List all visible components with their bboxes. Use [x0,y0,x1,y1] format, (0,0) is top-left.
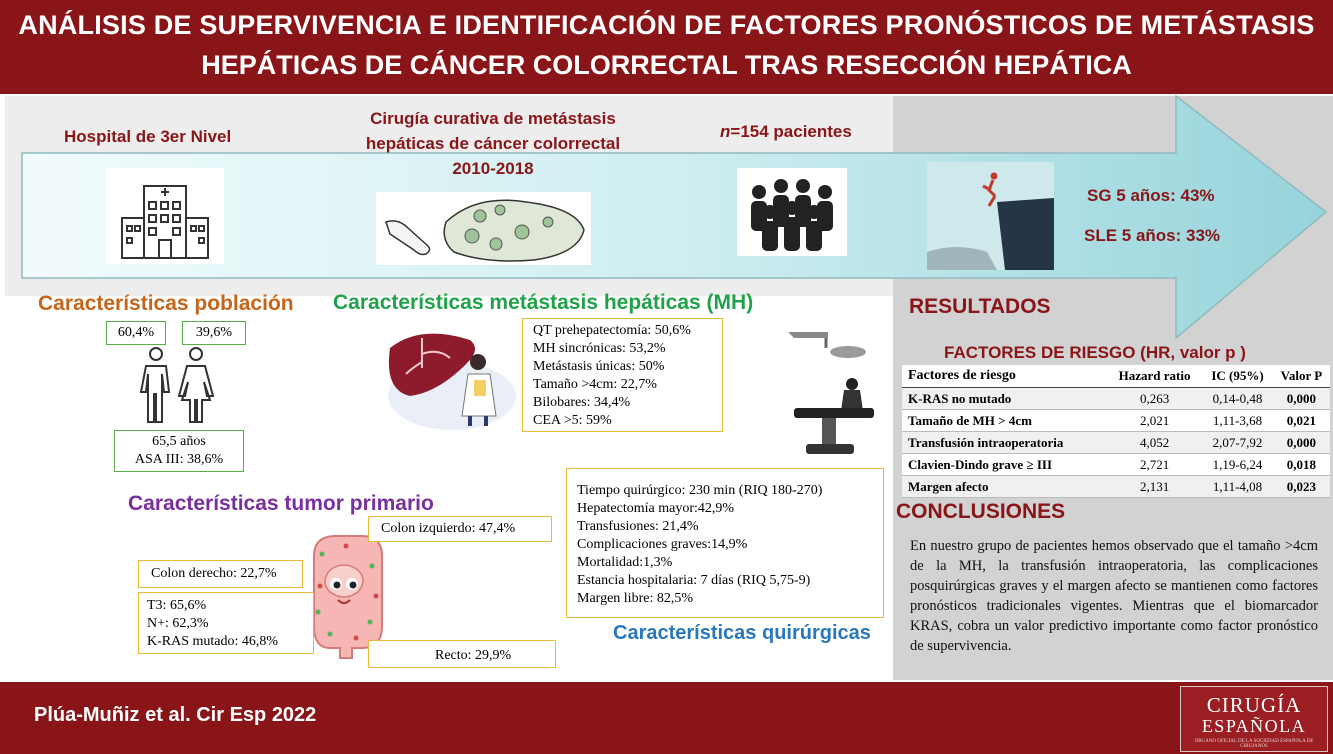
mh-item: MH sincrónicas: 53,2% [533,341,666,356]
col-header: Factores de riesgo [902,365,1107,388]
asa-iii: ASA III: 38,6% [134,452,224,467]
logo-line-3: ÓRGANO OFICIAL DE LA SOCIEDAD ESPAÑOLA DE CIRUJANOS [1194,739,1314,749]
mean-age: 65,5 años [152,434,206,449]
male-female-icon [127,344,227,426]
footer-banner [0,682,1333,754]
patients-group-icon [737,168,847,256]
os-5y: SG 5 años: 43% [1087,186,1215,205]
mh-title: Características metástasis hepáticas (MH) [333,291,754,314]
n-value: =154 pacientes [730,122,852,141]
table-cell: 2,021 [1107,410,1202,432]
table-cell: 1,19-6,24 [1202,454,1273,476]
table-cell: Transfusión intraoperatoria [902,432,1107,454]
cliff-climber-icon [927,162,1054,270]
age-asa-box [114,430,244,472]
surgery-item: Hepatectomía mayor:42,9% [577,501,735,516]
table-cell: 2,721 [1107,454,1202,476]
female-pct-box: 39,6% [182,321,246,345]
conclusiones-title: CONCLUSIONES [896,500,1066,523]
surgery-stats-box [566,468,884,618]
table-cell: 0,263 [1107,388,1202,410]
table-cell: 4,052 [1107,432,1202,454]
table-row [902,476,1330,498]
dfs-5y: SLE 5 años: 33% [1084,226,1221,245]
surgery-item: Complicaciones graves:14,9% [577,537,748,552]
recto-box: Recto: 29,9% [368,640,556,668]
risk-table-title: FACTORES DE RIESGO (HR, valor p ) [944,343,1246,362]
mh-item: CEA >5: 59% [533,413,612,428]
surgery-label [338,106,648,181]
poblacion-title: Características población [38,292,294,315]
doctor-liver-icon [382,318,516,434]
risk-factors-table [902,365,1330,498]
logo-line-1: CIRUGÍA [1206,693,1302,717]
surgery-line-1: Cirugía curativa de metástasis [370,109,616,128]
col-header: IC (95%) [1202,365,1273,388]
tumor-stats-box [138,592,314,654]
table-cell: 0,000 [1273,388,1330,410]
tumor-stat: T3: 65,6% [147,598,207,613]
liver-metastasis-icon [376,192,591,265]
tumor-title: Características tumor primario [128,492,434,515]
tumor-stat: K-RAS mutado: 46,8% [147,634,279,649]
table-cell: 0,023 [1273,476,1330,498]
tumor-stat: N+: 62,3% [147,616,209,631]
colon-der-box: Colon derecho: 22,7% [138,560,303,588]
quirurgicas-title: Características quirúrgicas [613,622,871,644]
table-row [902,454,1330,476]
surgery-years: 2010-2018 [452,159,534,178]
col-header: Hazard ratio [1107,365,1202,388]
surgery-item: Margen libre: 82,5% [577,591,693,606]
table-cell: 2,131 [1107,476,1202,498]
hospital-building-icon [106,168,224,264]
table-cell: Margen afecto [902,476,1107,498]
table-cell: 0,14-0,48 [1202,388,1273,410]
title-line-2: HEPÁTICAS DE CÁNCER COLORRECTAL TRAS RESECCIÓN HEPÁTICA [201,50,1132,80]
male-pct-box: 60,4% [106,321,166,345]
operating-room-icon [782,322,878,470]
hospital-label: Hospital de 3er Nivel [64,127,232,146]
mh-item: Tamaño >4cm: 22,7% [533,377,657,392]
citation: Plúa-Muñiz et al. Cir Esp 2022 [34,704,317,726]
mh-item: Metástasis únicas: 50% [533,359,665,374]
table-cell: 2,07-7,92 [1202,432,1273,454]
table-cell: Tamaño de MH > 4cm [902,410,1107,432]
journal-logo [1180,686,1328,752]
surgery-item: Tiempo quirúrgico: 230 min (RIQ 180-270) [577,483,823,498]
title-line-1: ANÁLISIS DE SUPERVIVENCIA E IDENTIFICACIÓN DE FACTORES PRONÓSTICOS DE METÁSTASIS [18,10,1315,40]
table-cell: K-RAS no mutado [902,388,1107,410]
n-symbol: n [720,122,731,141]
table-row [902,410,1330,432]
patients-count [720,122,852,142]
table-cell: 0,000 [1273,432,1330,454]
table-cell: 0,021 [1273,410,1330,432]
table-cell: 1,11-4,08 [1202,476,1273,498]
mh-stats-box [522,318,723,432]
surgery-line-2: hepáticas de cáncer colorrectal [365,134,621,153]
table-cell: Clavien-Dindo grave ≥ III [902,454,1107,476]
conclusiones-text: En nuestro grupo de pacientes hemos observado que el tamaño >4cm de la MH, la transfusión intraoperatoria, las complicaciones posquirúrgicas graves y el margen afecto se mantienen como factores pronósticos tradicionales vigentes. Mientras que el biomarcador KRAS, cobra un valor predictivo importante como factor pronóstico de supervivencia. [910,538,1318,654]
mh-item: Bilobares: 34,4% [533,395,631,410]
col-header: Valor P [1273,365,1330,388]
table-row [902,432,1330,454]
surgery-item: Estancia hospitalaria: 7 días (RIQ 5,75-9) [577,573,811,588]
table-row [902,388,1330,410]
surgery-item: Transfusiones: 21,4% [577,519,699,534]
logo-line-2: ESPAÑOLA [1201,716,1307,736]
table-cell: 0,018 [1273,454,1330,476]
colon-izq-box: Colon izquierdo: 47,4% [368,516,552,542]
mh-item: QT prehepatectomía: 50,6% [533,323,691,338]
table-cell: 1,11-3,68 [1202,410,1273,432]
table-header-row [902,365,1330,388]
surgery-item: Mortalidad:1,3% [577,555,673,570]
resultados-title: RESULTADOS [909,295,1051,318]
